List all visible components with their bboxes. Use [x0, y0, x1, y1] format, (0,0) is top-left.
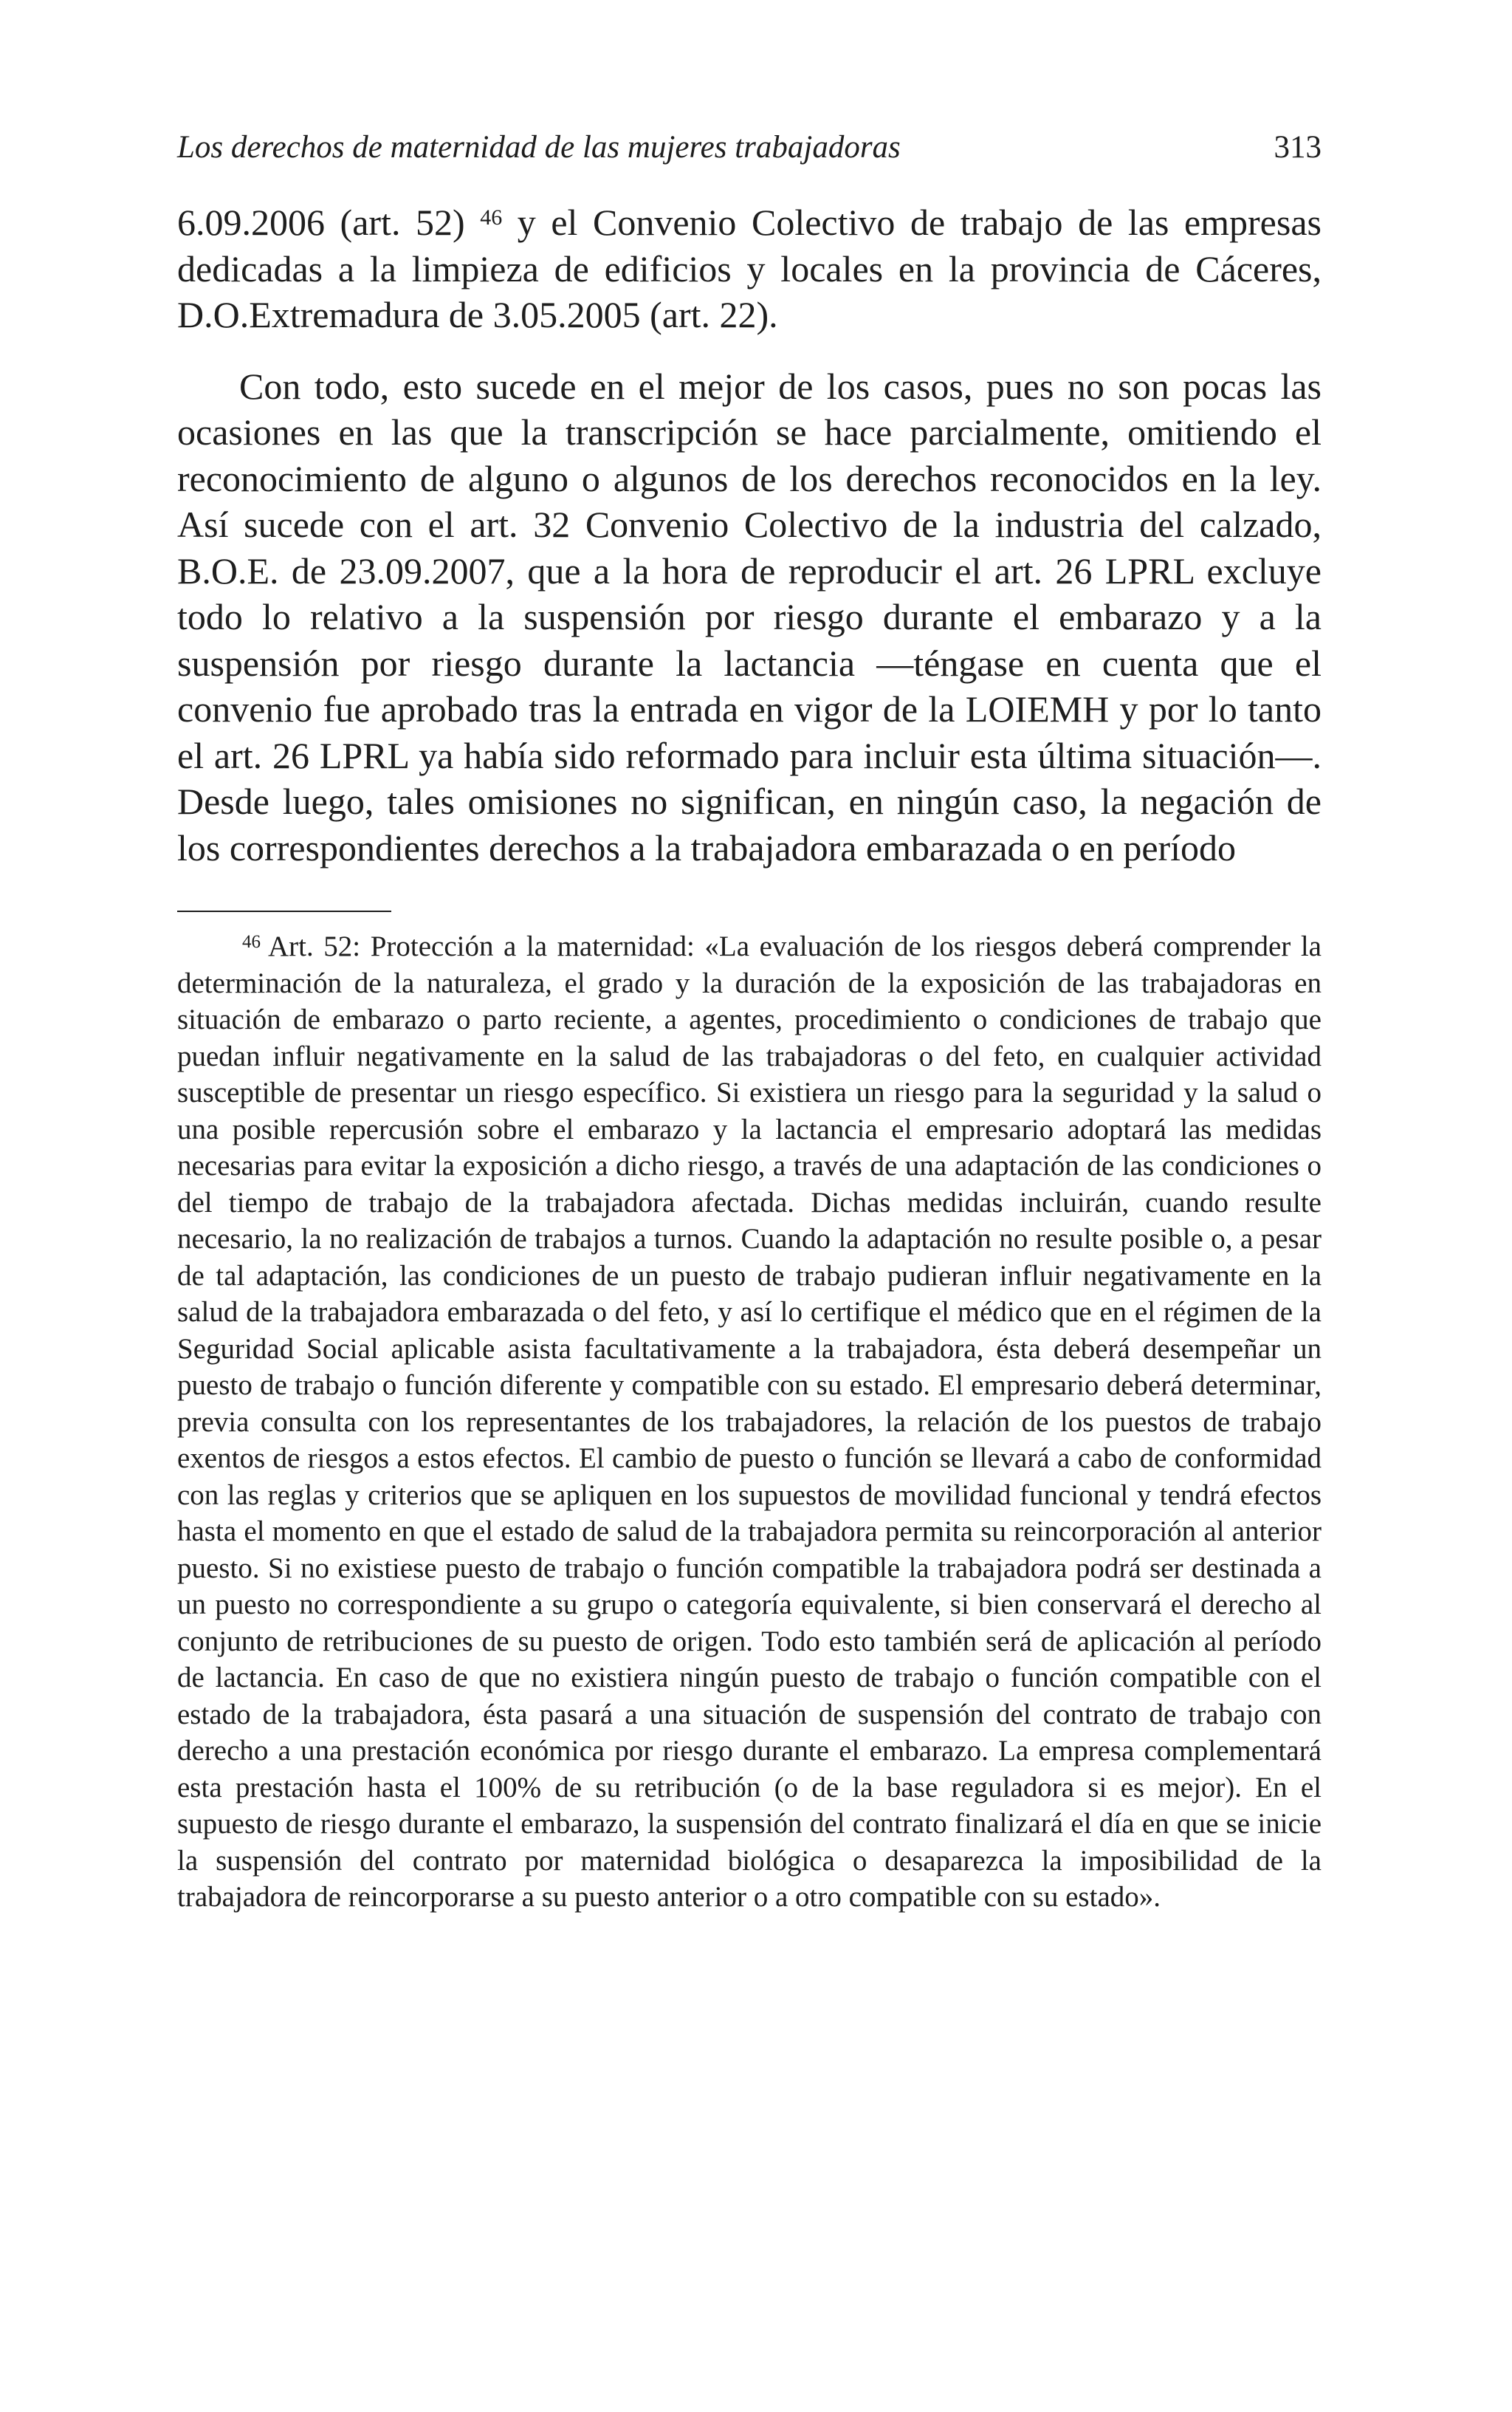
footnote-reference[interactable]: 46	[480, 205, 503, 230]
paragraph-text-start: 6.09.2006 (art. 52)	[177, 202, 481, 243]
running-title: Los derechos de maternidad de las mujeres trabajadoras	[177, 130, 901, 165]
footnotes	[177, 928, 1322, 1916]
footnote	[177, 928, 1322, 1916]
page-number: 313	[1274, 130, 1322, 165]
paragraph-text-end: y el Convenio Colectivo de trabajo de las empresas dedicadas a la limpieza de edificios y locales en la provincia de Cáceres, D.O.Extremadura de 3.05.2005 (art. 22).	[177, 202, 1322, 335]
footnote-number: 46	[242, 932, 261, 952]
book-page	[177, 126, 1322, 1916]
main-text	[177, 199, 1322, 871]
paragraph: Con todo, esto sucede en el mejor de los casos, pues no son pocas las ocasiones en las que la transcripción se hace parcialmente, omitiendo el reconocimiento de alguno o algunos de los derechos reconocidos en la ley. Así sucede con el art. 32 Convenio Colectivo de la industria del calzado, B.O.E. de 23.09.2007, que a la hora de reproducir el art. 26 LPRL excluye todo lo relativo a la suspensión por riesgo durante el embarazo y a la suspensión por riesgo durante la lactancia —téngase en cuenta que el convenio fue aprobado tras la entrada en vigor de la LOIEMH y por lo tanto el art. 26 LPRL ya había sido reformado para incluir esta última situación—. Desde luego, tales omisiones no significan, en ningún caso, la negación de los correspondientes derechos a la trabajadora embarazada o en período	[177, 365, 1322, 868]
paragraph-continued	[177, 199, 1322, 338]
footnote-separator	[177, 911, 391, 912]
running-header	[177, 126, 1322, 174]
footnote-text: Art. 52: Protección a la maternidad: «La evaluación de los riesgos deberá comprender la determinación de la naturaleza, el grado y la duración de la exposición de las trabajadoras en situación de embarazo o parto reciente, a agentes, procedimiento o condiciones de trabajo que puedan influir negativamente en la salud de las trabajadoras o del feto, en cualquier actividad susceptible de presentar un riesgo específico. Si existiera un riesgo para la seguridad y la salud o una posible repercusión sobre el embarazo y la lactancia el empresario adoptará las medidas necesarias para evitar la exposición a dicho riesgo, a través de una adaptación de las condiciones o del tiempo de trabajo de la trabajadora afectada. Dichas medidas incluirán, cuando resulte necesario, la no realización de trabajos a turnos. Cuando la adaptación no resulte posible o, a pesar de tal adaptación, las condiciones de un puesto de trabajo pudieran influir negativamente en la salud de la trabajadora embarazada o del feto, y así lo certifique el médico que en el régimen de la Seguridad Social aplicable asista facultativamente a la trabajadora, ésta deberá desempeñar un puesto de trabajo o función diferente y compatible con su estado. El empresario deberá determinar, previa consulta con los representantes de los trabajadores, la relación de los puestos de trabajo exentos de riesgos a estos efectos. El cambio de puesto o función se llevará a cabo de conformidad con las reglas y criterios que se apliquen en los supuestos de movilidad funcional y tendrá efectos hasta el momento en que el estado de salud de la trabajadora permita su reincorporación al anterior puesto. Si no existiese puesto de trabajo o función compatible la trabajadora podrá ser destinada a un puesto no correspondiente a su grupo o categoría equivalente, si bien conservará el derecho al conjunto de retribuciones de su puesto de origen. Todo esto también será de aplicación al período de lactancia. En caso de que no existiera ningún puesto de trabajo o función compatible con el estado de la trabajadora, ésta pasará a una situación de suspensión del contrato de trabajo con derecho a una prestación económica por riesgo durante el embarazo. La empresa complementará esta prestación hasta el 100% de su retribución (o de la base reguladora si es mejor). En el supuesto de riesgo durante el embarazo, la suspensión del contrato finalizará el día en que se inicie la suspensión del contrato por maternidad biológica o desaparezca la imposibilidad de la trabajadora de reincorporarse a su puesto anterior o a otro compatible con su estado».	[177, 931, 1322, 1913]
